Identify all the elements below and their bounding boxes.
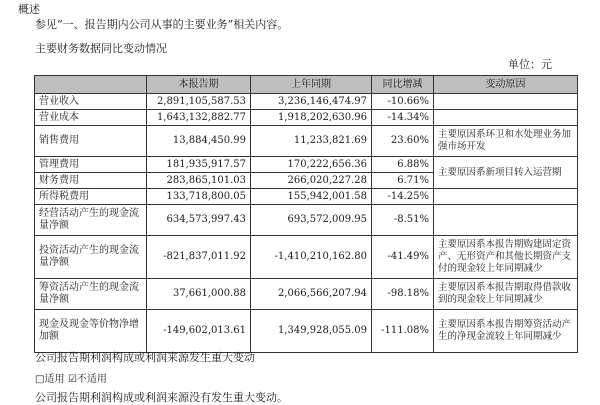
row-current: 634,573,997.43 [147, 205, 251, 236]
row-change: -8.51% [372, 205, 434, 236]
row-item: 销售费用 [35, 126, 147, 157]
row-reason: 主要原因系本报告期购建固定资产、无形资产和其他长期资产支付的现金较上年同期减少 [434, 236, 578, 279]
row-prior: 11,233,821.69 [251, 126, 372, 157]
row-current: 181,935,917.57 [147, 157, 251, 173]
row-item: 现金及现金等价物净增加额 [35, 310, 147, 353]
row-prior: -1,410,210,162.80 [251, 236, 372, 279]
row-current: 1,643,132,882.77 [147, 110, 251, 126]
row-change: -14.34% [372, 110, 434, 126]
table-row [35, 310, 578, 353]
row-change: -14.25% [372, 189, 434, 205]
section-heading: 概述 [18, 3, 40, 16]
row-item: 营业收入 [35, 94, 147, 110]
reference-text: 参见“一、报告期内公司从事的主要业务”相关内容。 [35, 18, 289, 31]
row-current: -821,837,011.92 [147, 236, 251, 279]
row-reason: 主要原因系环卫和水处理业务加强市场开发 [434, 126, 578, 157]
row-item: 投资活动产生的现金流量净额 [35, 236, 147, 279]
table-row [35, 205, 578, 236]
financial-change-table [34, 75, 578, 353]
table-row [35, 94, 578, 110]
checkbox-not-applicable[interactable]: ☑不适用 [67, 374, 107, 385]
applicability-options [35, 372, 107, 387]
row-current: 2,891,105,587.53 [147, 94, 251, 110]
row-current: 13,884,450.99 [147, 126, 251, 157]
row-reason [434, 205, 578, 236]
row-reason: 主要原因系新项目转入运营期 [434, 157, 578, 189]
row-prior: 170,222,656.36 [251, 157, 372, 173]
header-change: 同比增减 [372, 76, 434, 94]
table-row [35, 189, 578, 205]
row-reason [434, 110, 578, 126]
header-item [35, 76, 147, 94]
row-item: 筹资活动产生的现金流量净额 [35, 279, 147, 310]
table-row [35, 126, 578, 157]
profit-composition-text: 公司报告期利润构成或利润来源发生重大变动 [35, 351, 255, 364]
table-row [35, 110, 578, 126]
row-prior: 1,918,202,630.96 [251, 110, 372, 126]
no-change-statement: 公司报告期利润构成或利润来源没有发生重大变动。 [35, 391, 288, 404]
row-change: 6.71% [372, 173, 434, 189]
header-current-period: 本报告期 [147, 76, 251, 94]
table-row [35, 279, 578, 310]
row-prior: 266,020,227.28 [251, 173, 372, 189]
row-change: -10.66% [372, 94, 434, 110]
header-prior-period: 上年同期 [251, 76, 372, 94]
row-change: -41.49% [372, 236, 434, 279]
row-prior: 1,349,928,055.09 [251, 310, 372, 353]
table-row [35, 236, 578, 279]
row-item: 所得税费用 [35, 189, 147, 205]
row-change: 6.88% [372, 157, 434, 173]
row-item: 管理费用 [35, 157, 147, 173]
row-reason: 主要原因系本报告期筹资活动产生的净现金流较上年同期减少 [434, 310, 578, 353]
row-current: -149,602,013.61 [147, 310, 251, 353]
row-current: 133,718,800.05 [147, 189, 251, 205]
table-header-row [35, 76, 578, 94]
row-current: 283,865,101.03 [147, 173, 251, 189]
header-reason: 变动原因 [434, 76, 578, 94]
row-change: -111.08% [372, 310, 434, 353]
row-change: 23.60% [372, 126, 434, 157]
row-item: 经营活动产生的现金流量净额 [35, 205, 147, 236]
table-row [35, 157, 578, 173]
row-current: 37,661,000.88 [147, 279, 251, 310]
checkbox-applicable[interactable]: □适用 [35, 374, 65, 385]
row-reason [434, 189, 578, 205]
unit-label: 单位：元 [508, 58, 552, 71]
row-prior: 2,066,566,207.94 [251, 279, 372, 310]
row-reason: 主要原因系本报告期取得借款收到的现金较上年同期减少 [434, 279, 578, 310]
row-change: -98.18% [372, 279, 434, 310]
row-prior: 155,942,001.58 [251, 189, 372, 205]
row-prior: 3,236,146,474.97 [251, 94, 372, 110]
row-item: 财务费用 [35, 173, 147, 189]
row-item: 营业成本 [35, 110, 147, 126]
table-title: 主要财务数据同比变动情况 [35, 42, 167, 55]
row-reason [434, 94, 578, 110]
row-prior: 693,572,009.95 [251, 205, 372, 236]
